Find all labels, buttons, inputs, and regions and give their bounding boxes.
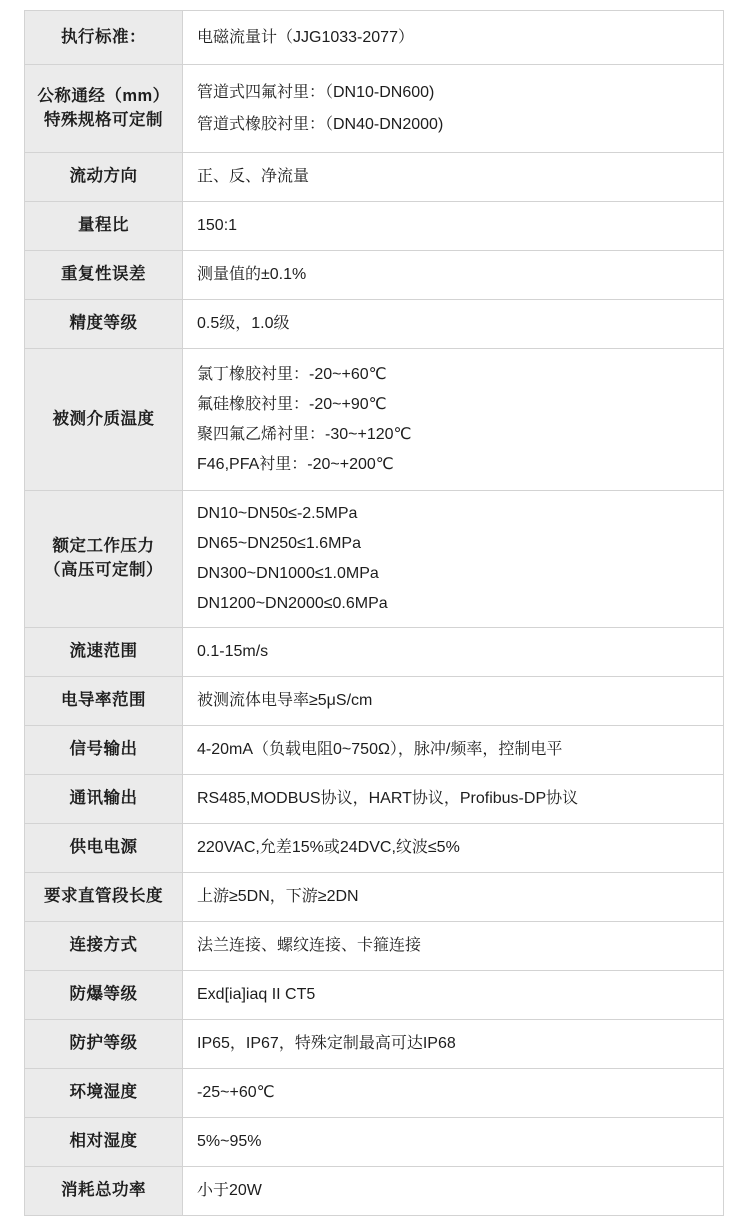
table-row [25,1020,724,1069]
table-row [25,726,724,775]
spec-label-cell [25,824,183,873]
spec-value-line: 正、反、净流量 [197,168,310,185]
spec-value-line: F46,PFA衬里：-20~+200℃ [197,455,394,473]
spec-label-cell [25,491,183,628]
spec-value-line: 法兰连接、螺纹连接、卡箍连接 [197,937,422,954]
table-row [25,922,724,971]
spec-label-cell [25,1020,183,1069]
spec-label-line: 流动方向 [69,167,138,186]
spec-label-line: 要求直管段长度 [44,887,163,906]
table-row [25,677,724,726]
spec-value-line: DN10~DN50≤-2.5MPa [197,505,358,522]
spec-value-line: 电磁流量计（JJG1033-2077） [197,28,414,46]
spec-label-cell [25,726,183,775]
spec-label-line: 重复性误差 [61,265,146,284]
spec-value-line: 0.1-15m/s [197,643,269,660]
spec-value-line: RS485,MODBUS协议，HART协议，Profibus-DP协议 [197,790,579,807]
spec-label-line: 流速范围 [69,642,138,661]
spec-value-cell [183,677,724,726]
table-row [25,11,724,65]
spec-value-cell [183,1167,724,1216]
spec-label-line: （高压可定制） [44,561,163,579]
spec-value-cell [183,873,724,922]
spec-value-cell [183,922,724,971]
spec-value-line: -25~+60℃ [197,1084,275,1101]
table-row [25,349,724,491]
spec-value-line: 氟硅橡胶衬里：-20~+90℃ [197,395,387,413]
specifications-table [24,10,724,1216]
table-row [25,628,724,677]
spec-value-cell [183,1069,724,1118]
spec-label-cell [25,202,183,251]
spec-label-cell [25,65,183,153]
table-row [25,824,724,873]
spec-value-line: 150:1 [197,217,238,234]
spec-value-cell [183,153,724,202]
specifications-table-body [25,11,724,1216]
spec-label-line: 环境湿度 [69,1083,138,1102]
spec-label-line: 被测介质温度 [52,409,155,428]
spec-label-line: 特殊规格可定制 [44,110,163,129]
spec-value-cell [183,824,724,873]
spec-value-line: 聚四氟乙烯衬里：-30~+120℃ [197,425,412,443]
table-row [25,1167,724,1216]
spec-value-line: 小于20W [197,1182,262,1199]
spec-value-cell [183,491,724,628]
spec-label-cell [25,922,183,971]
spec-value-cell [183,300,724,349]
table-row [25,873,724,922]
spec-label-cell [25,971,183,1020]
spec-label-cell [25,153,183,202]
spec-value-line: 5%~95% [197,1133,262,1150]
spec-value-line: 220VAC,允差15%或24DVC,纹波≤5% [197,839,460,856]
spec-label-cell [25,349,183,491]
spec-label-line: 公称通经（mm） [37,86,170,105]
spec-value-cell [183,1118,724,1167]
spec-value-cell [183,971,724,1020]
table-row [25,300,724,349]
spec-label-line: 通讯输出 [69,789,138,808]
spec-value-cell [183,65,724,153]
spec-value-line: 管道式四氟衬里：（DN10-DN600) [197,83,435,101]
table-row [25,775,724,824]
spec-label-cell [25,1167,183,1216]
spec-value-line: 上游≥5DN，下游≥2DN [197,888,359,905]
spec-label-line: 连接方式 [69,936,138,955]
spec-label-cell [25,677,183,726]
spec-label-line: 精度等级 [69,314,138,333]
spec-label-cell [25,300,183,349]
spec-value-line: 4-20mA（负载电阻0~750Ω），脉冲/频率，控制电平 [197,741,563,758]
spec-value-cell [183,1020,724,1069]
table-row [25,65,724,153]
spec-label-line: 相对湿度 [69,1132,138,1151]
spec-label-cell [25,628,183,677]
spec-label-cell [25,873,183,922]
spec-label-line: 信号输出 [69,740,138,759]
spec-label-line: 量程比 [78,216,129,235]
spec-value-cell [183,775,724,824]
spec-label-line: 防爆等级 [69,985,138,1004]
spec-value-line: 测量值的±0.1% [197,266,307,283]
spec-label-line: 电导率范围 [61,691,146,710]
spec-value-cell [183,251,724,300]
table-row [25,202,724,251]
spec-value-line: DN1200~DN2000≤0.6MPa [197,595,388,612]
table-row [25,251,724,300]
table-row [25,153,724,202]
spec-value-line: 0.5级，1.0级 [197,315,290,332]
spec-value-cell [183,349,724,491]
spec-value-line: IP65，IP67，特殊定制最高可达IP68 [197,1035,456,1052]
spec-label-cell [25,1118,183,1167]
spec-label-line: 消耗总功率 [61,1181,146,1200]
spec-value-cell [183,628,724,677]
spec-value-line: DN300~DN1000≤1.0MPa [197,565,379,582]
spec-value-line: Exd[ia]iaq II CT5 [197,986,316,1003]
spec-label-line: 防护等级 [69,1034,138,1053]
table-row [25,491,724,628]
spec-label-line: 执行标准： [61,27,146,46]
spec-value-cell [183,202,724,251]
spec-label-cell [25,11,183,65]
spec-label-line: 供电电源 [69,838,138,857]
spec-value-cell [183,726,724,775]
table-row [25,1118,724,1167]
table-row [25,971,724,1020]
spec-value-line: 氯丁橡胶衬里：-20~+60℃ [197,365,387,383]
table-row [25,1069,724,1118]
spec-value-line: 管道式橡胶衬里：（DN40-DN2000) [197,115,444,133]
spec-label-cell [25,1069,183,1118]
spec-label-cell [25,251,183,300]
spec-value-cell [183,11,724,65]
spec-label-line: 额定工作压力 [52,537,155,556]
spec-value-line: DN65~DN250≤1.6MPa [197,535,361,552]
spec-value-line: 被测流体电导率≥5μS/cm [197,692,373,709]
spec-label-cell [25,775,183,824]
